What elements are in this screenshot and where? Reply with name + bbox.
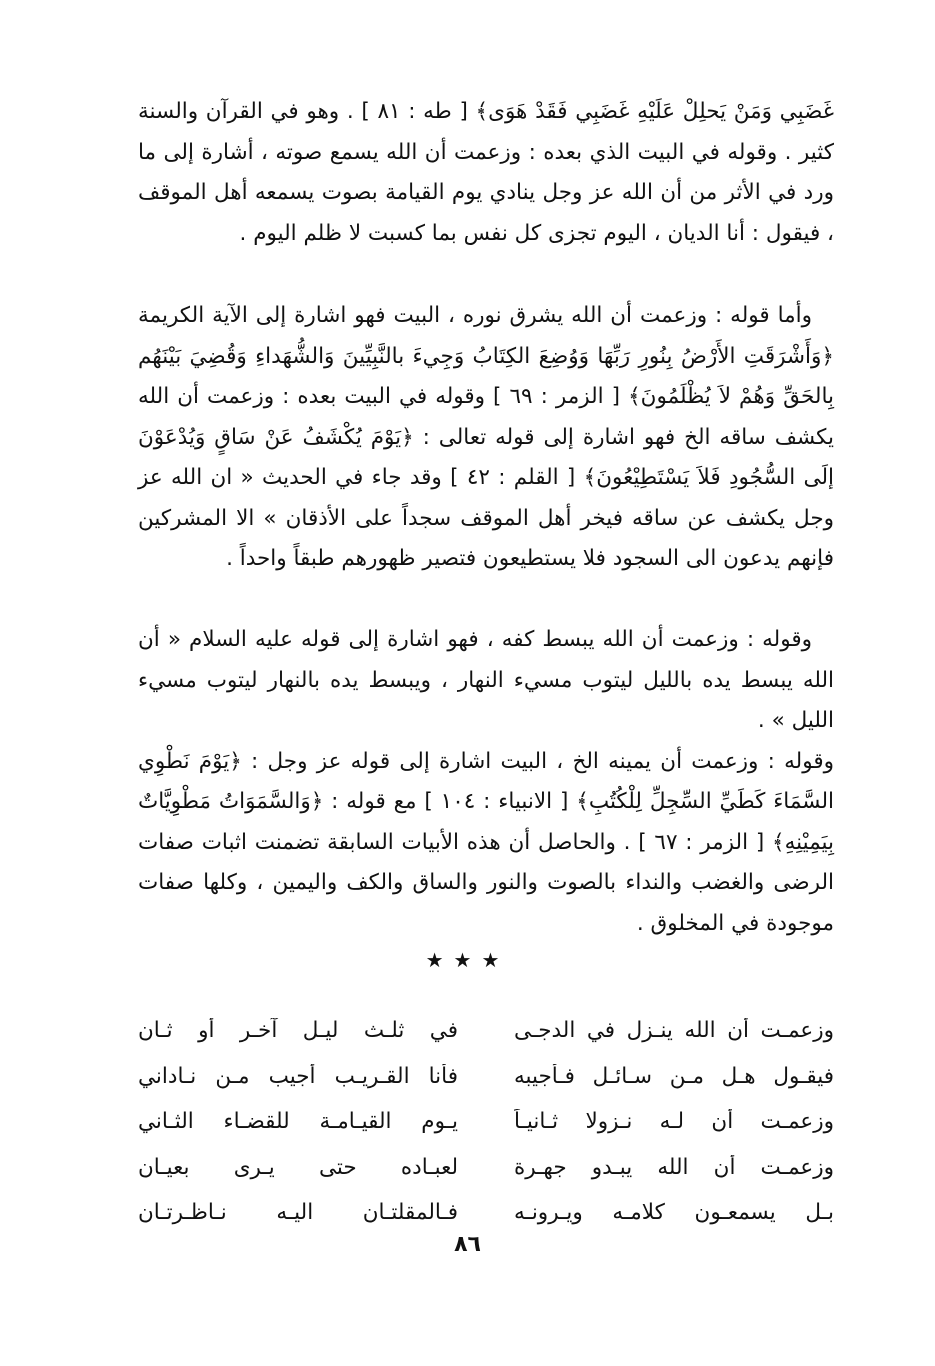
- second-hemistich: لعبـاده حتى يـرى بعيـان: [138, 1154, 458, 1180]
- second-hemistich: فـالمقلتـان اليـه نـاظـرتـان: [138, 1200, 458, 1226]
- poem-verse: [138, 1008, 834, 1054]
- paragraph-2: [138, 296, 834, 580]
- paragraph-text: وأما قوله : وزعمت أن الله يشرق نوره ، البيت فهو اشارة إلى الآية الكريمة ﴿وَأَشْرَقَتِ الأَرْضُ بِنُورِ رَبِّهَا وَوُضِعَ الكِتَابُ وَجِيءَ بالنَّبِيِّينَ وَالشُّهَداءِ وَقُضِيَ بَيْنَهُم بِالحَقِّ وَهُمْ لاَ يُظْلَمُونَ﴾ [ الزمر : ٦٩ ] وقوله في البيت بعده : وزعمت أن الله يكشف ساقه الخ فهو اشارة إلى قوله تعالى : ﴿يَوْمَ يُكْشَفُ عَنْ سَاقٍ وَيُدْعَوْنَ إلَى السُّجُودِ فَلاَ يَسْتَطِيْعُونَ﴾ [ القلم : ٤٢ ] وقد جاء في الحديث « ان الله عز وجل يكشف عن ساقه فيخر أهل الموقف سجداً على الأذقان » الا المشركين فإنهم يدعون الى السجود فلا يستطيعون فتصير ظهورهم طبقاً واحداً .: [138, 303, 835, 571]
- paragraph-text: غَضَبِي وَمَنْ يَحلِلْ عَلَيْهِ غَضَبِي فَقَدْ هَوَى﴾ [ طه : ٨١ ] . وهو في القرآن والسنة كثير . وقوله في البيت الذي بعده : وزعمت أن الله يسمع صوته ، أشارة إلى ما ورد في الأثر من أن الله عز وجل ينادي يوم القيامة بصوت يسمعه أهل الموقف ، فيقول : أنا الديان ، اليوم تجزى كل نفس بما كسبت لا ظلم اليوم .: [138, 99, 834, 246]
- poem-verse: [138, 1145, 834, 1191]
- first-hemistich: وزعمـت أن الله ينـزل في الدجـى: [514, 1018, 834, 1044]
- paragraph-3: [138, 620, 834, 944]
- first-hemistich: بـل يسمعـون كلامـه ويـرونـه: [514, 1200, 834, 1226]
- poem-verse: [138, 1054, 834, 1100]
- first-hemistich: وزعمـت أن لـه نـزولا ثـانيـاً: [514, 1109, 834, 1135]
- poem: [138, 1008, 834, 1236]
- page-number: ٨٦: [454, 1232, 481, 1257]
- poem-verse: [138, 1190, 834, 1236]
- second-hemistich: يـوم القيـامـة للقضـاء الثـاني: [138, 1109, 458, 1135]
- section-separator: ★★★: [425, 948, 510, 972]
- first-hemistich: وزعمـت أن الله يبـدو جهـرة: [514, 1154, 834, 1180]
- poem-verse: [138, 1099, 834, 1145]
- second-hemistich: فأنا القـريـب أجيب مـن نـاداني: [138, 1063, 458, 1089]
- paragraph-1: [138, 92, 834, 254]
- paragraph-text: وقوله : وزعمت أن يمينه الخ ، البيت اشارة إلى قوله عز وجل : ﴿يَوْمَ نَطْوِي السَّمَاءَ كَطَيِّ السِّجِلِّ لِلْكُتُبِ﴾ [ الانبياء : ١٠٤ ] مع قوله : ﴿وَالسَّمَوَاتُ مَطْوِيَّاتٌ بِيَمِيْنِهِ﴾ [ الزمر : ٦٧ ] . والحاصل أن هذه الأبيات السابقة تضمنت اثبات صفات الرضى والغضب والنداء بالصوت والنور والساق والكف واليمين ، وكلها صفات موجودة في المخلوق .: [138, 748, 834, 936]
- paragraph-text: وقوله : وزعمت أن الله يبسط كفه ، فهو اشارة إلى قوله عليه السلام « أن الله يبسط يده بالليل ليتوب مسيء النهار ، ويبسط يده بالنهار ليتوب مسيء الليل » .: [138, 627, 834, 733]
- first-hemistich: فيقـول هـل مـن سـائـل فـأجيبه: [514, 1063, 834, 1089]
- second-hemistich: في ثلـث ليـل آخـر أو ثـان: [138, 1018, 458, 1044]
